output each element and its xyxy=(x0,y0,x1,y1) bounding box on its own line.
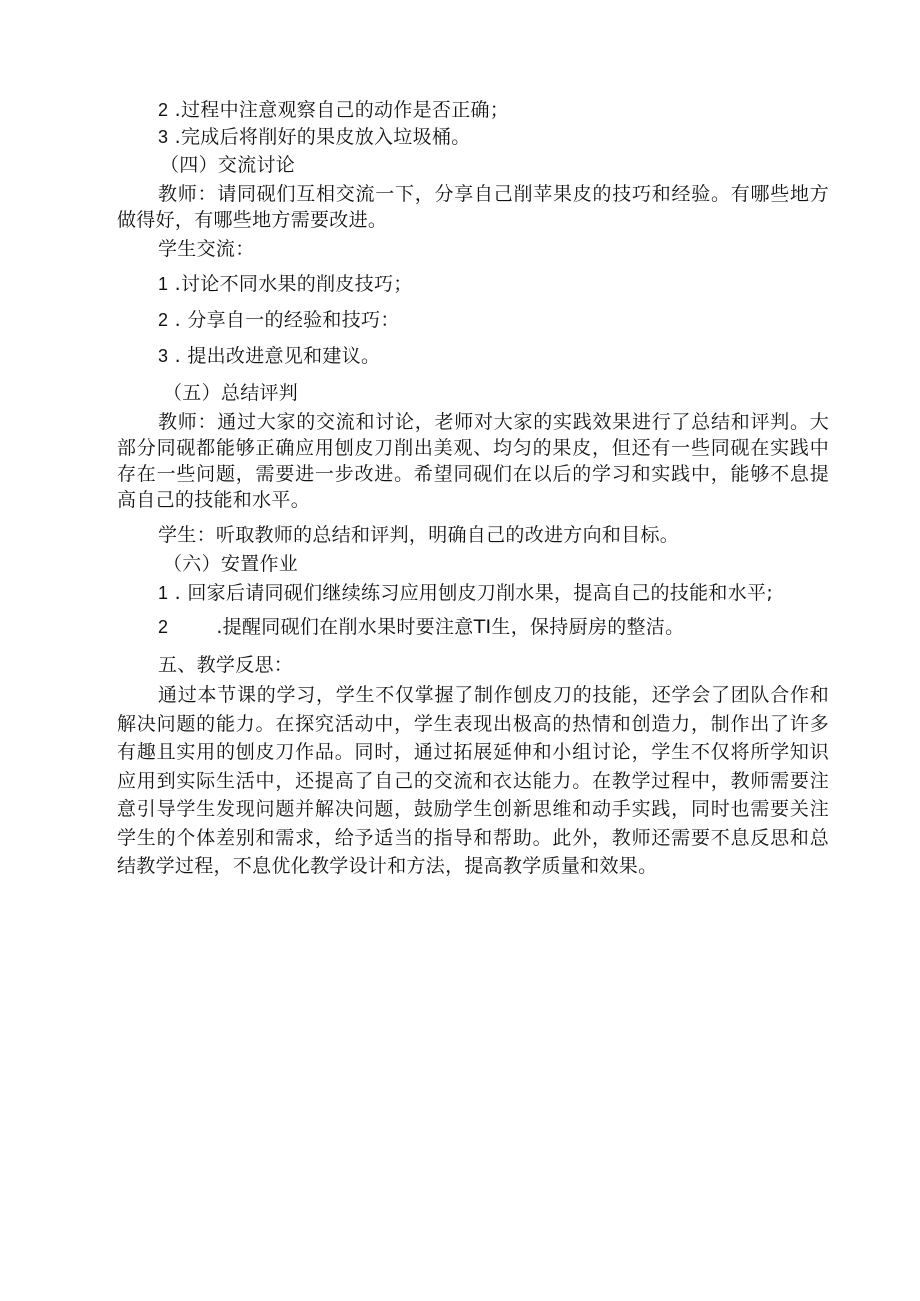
list-text: .讨论不同水果的削皮技巧； xyxy=(174,273,413,295)
list-item xyxy=(158,343,380,369)
list-item xyxy=(158,307,400,333)
list-number: 3 xyxy=(158,346,169,366)
list-text: .提醒同砚们在削水果时要注意TI生，保持厨房的整洁。 xyxy=(216,616,685,638)
list-text: . 回家后请同砚们继续练习应用刨皮刀削水果，提高自己的技能和水平; xyxy=(174,582,774,604)
list-number: 2 xyxy=(158,617,169,637)
section-heading-5: （五）总结评判 xyxy=(163,382,299,404)
list-text: . 分享自一的经验和技巧： xyxy=(174,309,400,331)
student-paragraph-5: 学生：听取教师的总结和评判，明确自己的改进方向和目标。 xyxy=(158,524,680,546)
list-text: . 提出改进意见和建议。 xyxy=(174,345,381,367)
teacher-paragraph-5: 教师：通过大家的交流和讨论，老师对大家的实践效果进行了总结和评判。大部分同砚都能够正确应用刨皮刀削出美观、均匀的果皮，但还有一些同砚在实践中存在一些问题，需要进一步改进。希望同砚们在以后的学习和实践中，能够不息提高自己的技能和水平。 xyxy=(117,411,829,511)
list-text: .完成后将削好的果皮放入垃圾桶。 xyxy=(174,126,471,148)
section-heading-6: （六）安置作业 xyxy=(163,553,299,575)
list-number: 1 xyxy=(158,274,169,294)
list-item xyxy=(158,97,509,123)
teacher-paragraph-4: 教师：请同砚们互相交流一下，分享自己削苹果皮的技巧和经验。有哪些地方做得好，有哪些地方需要改进。 xyxy=(117,183,829,231)
list-number: 2 xyxy=(158,100,169,120)
reflection-heading: 五、教学反思： xyxy=(158,654,294,676)
reflection-paragraph: 通过本节课的学习，学生不仅掌握了制作刨皮刀的技能，还学会了团队合作和解决问题的能力。在探究活动中，学生表现出极高的热情和创造力，制作出了许多有趣且实用的刨皮刀作品。同时，通过拓展延伸和小组讨论，学生不仅将所学知识应用到实际生活中，还提高了自己的交流和衣达能力。在教学过程中，教师需要注意引导学生发现问题并解决问题，鼓励学生创新思维和动手实践，同时也需要关注学生的个体差别和需求，给予适当的指导和帮助。此外，教师还需要不息反思和总结教学过程，不息优化教学设计和方法，提高教学质量和效果。 xyxy=(117,684,829,877)
list-number: 3 xyxy=(158,127,169,147)
list-number: 1 xyxy=(158,583,169,603)
section-heading-4: （四）交流讨论 xyxy=(160,154,296,176)
list-item xyxy=(158,580,773,606)
list-text: .过程中注意观察自己的动作是否正确； xyxy=(174,99,510,121)
list-number: 2 xyxy=(158,310,169,330)
list-item xyxy=(158,271,413,297)
list-item xyxy=(158,124,471,150)
student-label: 学生交流： xyxy=(158,238,255,260)
list-item xyxy=(158,614,684,640)
